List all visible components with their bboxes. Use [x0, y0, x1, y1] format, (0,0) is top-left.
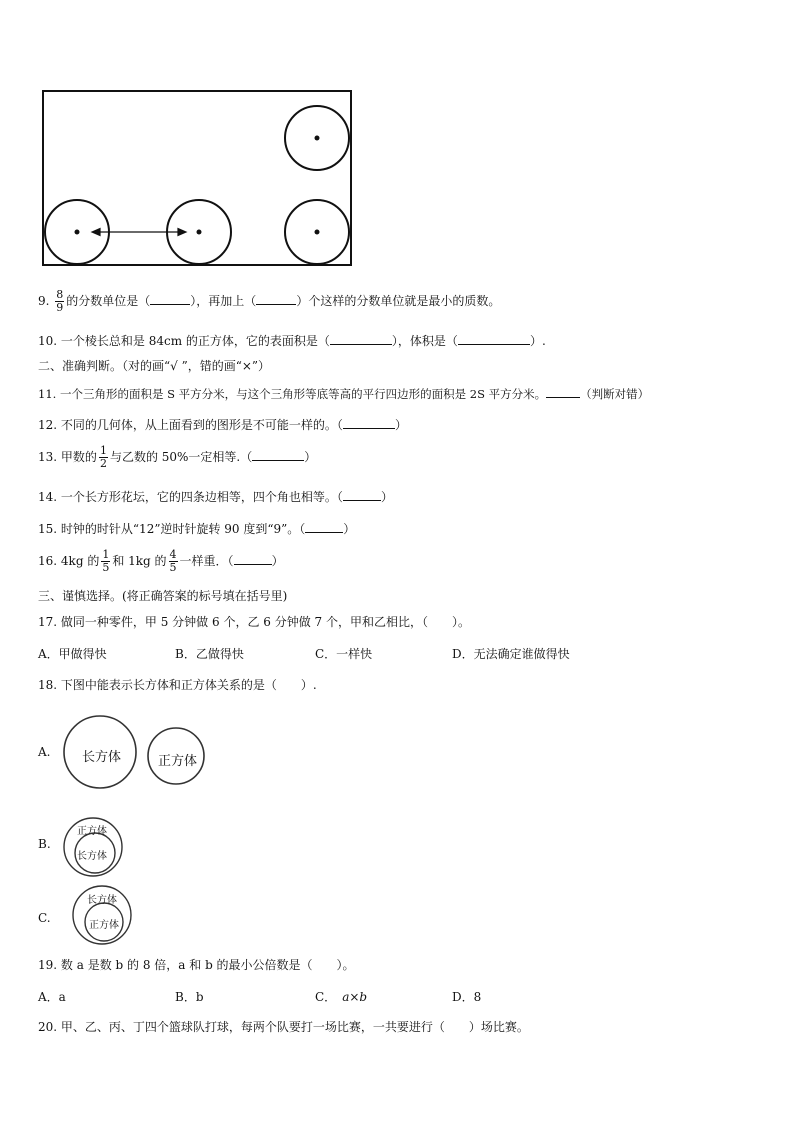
q9-frac-num: 8	[56, 288, 64, 301]
question-13	[38, 445, 316, 470]
question-18	[38, 677, 317, 693]
q11-blank[interactable]	[546, 385, 580, 398]
q13-text-c: ）	[304, 450, 317, 464]
wheel-bottom-right-center	[315, 230, 320, 235]
q18-b-cube-label: 正方体	[77, 826, 107, 837]
q14-text-a: 一个长方形花坛，它的四条边相等，四个角也相等。（	[60, 490, 343, 504]
q16-text-d: ）	[271, 554, 284, 568]
q9-text-c: ）个这样的分数单位就是最小的质数。	[296, 294, 501, 308]
q15-blank[interactable]	[305, 520, 343, 533]
q9-blank-2[interactable]	[256, 292, 296, 305]
figure-frame	[43, 91, 351, 265]
q18-a-cuboid-label: 长方体	[82, 750, 122, 765]
q17-option-a[interactable]: A．甲做得快	[38, 647, 107, 661]
double-arrow	[92, 229, 186, 236]
question-9	[38, 289, 500, 314]
q18-option-b-label[interactable]: B.	[38, 837, 51, 851]
q12-text-a: 不同的几何体，从上面看到的图形是不可能一样的。（	[60, 418, 343, 432]
q10-text-b: ），体积是（	[391, 334, 458, 348]
q16-f2-den: 5	[169, 561, 177, 574]
q20-number: 20.	[38, 1020, 58, 1034]
question-20	[38, 1019, 529, 1035]
q12-text-b: ）	[394, 418, 407, 432]
q12-number: 12.	[38, 418, 58, 432]
wheel-bottom-middle-center	[197, 230, 202, 235]
q16-f1-num: 1	[102, 548, 110, 561]
q15-text-a: 时钟的时针从“12”逆时针旋转 90 度到“9”。（	[60, 522, 306, 536]
question-15	[38, 520, 355, 537]
q18-option-c-label[interactable]: C.	[38, 911, 51, 925]
q10-blank-2[interactable]	[458, 332, 530, 345]
q19-option-c-expr: a×b	[342, 990, 368, 1004]
q11-number: 11.	[38, 387, 57, 401]
q17-option-d[interactable]: D．无法确定谁做得快	[452, 647, 570, 661]
q14-text-b: ）	[380, 490, 393, 504]
q16-f1-den: 5	[102, 561, 110, 574]
q13-text-b: 与乙数的 50%一定相等.（	[109, 450, 253, 464]
q13-blank[interactable]	[252, 448, 304, 461]
question-17	[38, 614, 470, 630]
q17-number: 17.	[38, 615, 58, 629]
q12-blank[interactable]	[343, 416, 395, 429]
question-11	[38, 385, 649, 402]
q16-fraction-2	[169, 549, 178, 574]
question-10	[38, 332, 546, 349]
q18-option-a-label[interactable]: A.	[38, 745, 51, 759]
q20-text: 甲、乙、丙、丁四个篮球队打球，每两个队要打一场比赛，一共要进行（ ）场比赛。	[60, 1020, 529, 1034]
q15-text-b: ）	[343, 522, 356, 536]
q19-option-c[interactable]	[315, 988, 367, 1005]
q16-text-b: 和 1kg 的	[112, 554, 167, 568]
q18-b-cuboid-label: 长方体	[77, 851, 107, 862]
q10-text-c: ）.	[529, 334, 546, 348]
question-12	[38, 416, 407, 433]
q16-fraction-1	[101, 549, 110, 574]
q9-frac-den: 9	[56, 301, 64, 314]
q13-text-a: 甲数的	[60, 450, 97, 464]
q19-option-a[interactable]: A．a	[38, 990, 66, 1004]
q9-blank-1[interactable]	[150, 292, 190, 305]
q18-text: 下图中能表示长方体和正方体关系的是（ ）.	[60, 678, 317, 692]
q18-a-cube-label: 正方体	[158, 754, 198, 769]
question-19	[38, 957, 355, 973]
q9-text-b: ），再加上（	[190, 294, 257, 308]
q13-number: 13.	[38, 450, 58, 464]
q10-text-a: 一个棱长总和是 84cm 的正方体，它的表面积是（	[60, 334, 330, 348]
q10-blank-1[interactable]	[330, 332, 392, 345]
q14-blank[interactable]	[343, 488, 381, 501]
wheel-top-right-center	[315, 136, 320, 141]
q15-number: 15.	[38, 522, 58, 536]
section-2-title: 二、准确判断。（对的画“√ ”，错的画“×”）	[38, 359, 271, 373]
q9-fraction	[55, 289, 64, 314]
q16-text-c: 一样重．（	[179, 554, 234, 568]
q13-fraction	[99, 445, 108, 470]
wheel-bottom-left-center	[75, 230, 80, 235]
q17-text: 做同一种零件，甲 5 分钟做 6 个，乙 6 分钟做 7 个，甲和乙相比，（ ）。	[60, 615, 470, 629]
q16-blank[interactable]	[234, 552, 272, 565]
q11-tail: （判断对错）	[580, 387, 650, 401]
q19-option-b[interactable]: B．b	[175, 990, 204, 1004]
wheels-figure	[40, 88, 356, 272]
q9-text-a: 的分数单位是（	[66, 294, 151, 308]
q19-option-d[interactable]: D．8	[452, 990, 482, 1004]
q14-number: 14.	[38, 490, 58, 504]
q18-c-cube-label: 正方体	[89, 920, 119, 931]
q19-text: 数 a 是数 b 的 8 倍，a 和 b 的最小公倍数是（ ）。	[60, 958, 355, 972]
q13-frac-num: 1	[99, 444, 107, 457]
q13-frac-den: 2	[99, 457, 107, 470]
q17-option-b[interactable]: B．乙做得快	[175, 647, 244, 661]
q11-text: 一个三角形的面积是 S 平方分米，与这个三角形等底等高的平行四边形的面积是 2S 平方分米。	[59, 387, 547, 401]
q9-number: 9.	[38, 294, 50, 308]
q16-f2-num: 4	[169, 548, 177, 561]
q16-number: 16.	[38, 554, 58, 568]
q17-option-c[interactable]: C．一样快	[315, 647, 373, 661]
q19-number: 19.	[38, 958, 58, 972]
q16-text-a: 4kg 的	[60, 554, 100, 568]
question-16	[38, 549, 284, 574]
q18-number: 18.	[38, 678, 58, 692]
q10-number: 10.	[38, 334, 58, 348]
q18-c-cuboid-label: 长方体	[87, 895, 117, 906]
q19-option-c-letter: C．	[315, 990, 337, 1004]
section-3-title: 三、谨慎选择。(将正确答案的标号填在括号里)	[38, 589, 288, 603]
question-14	[38, 488, 393, 505]
